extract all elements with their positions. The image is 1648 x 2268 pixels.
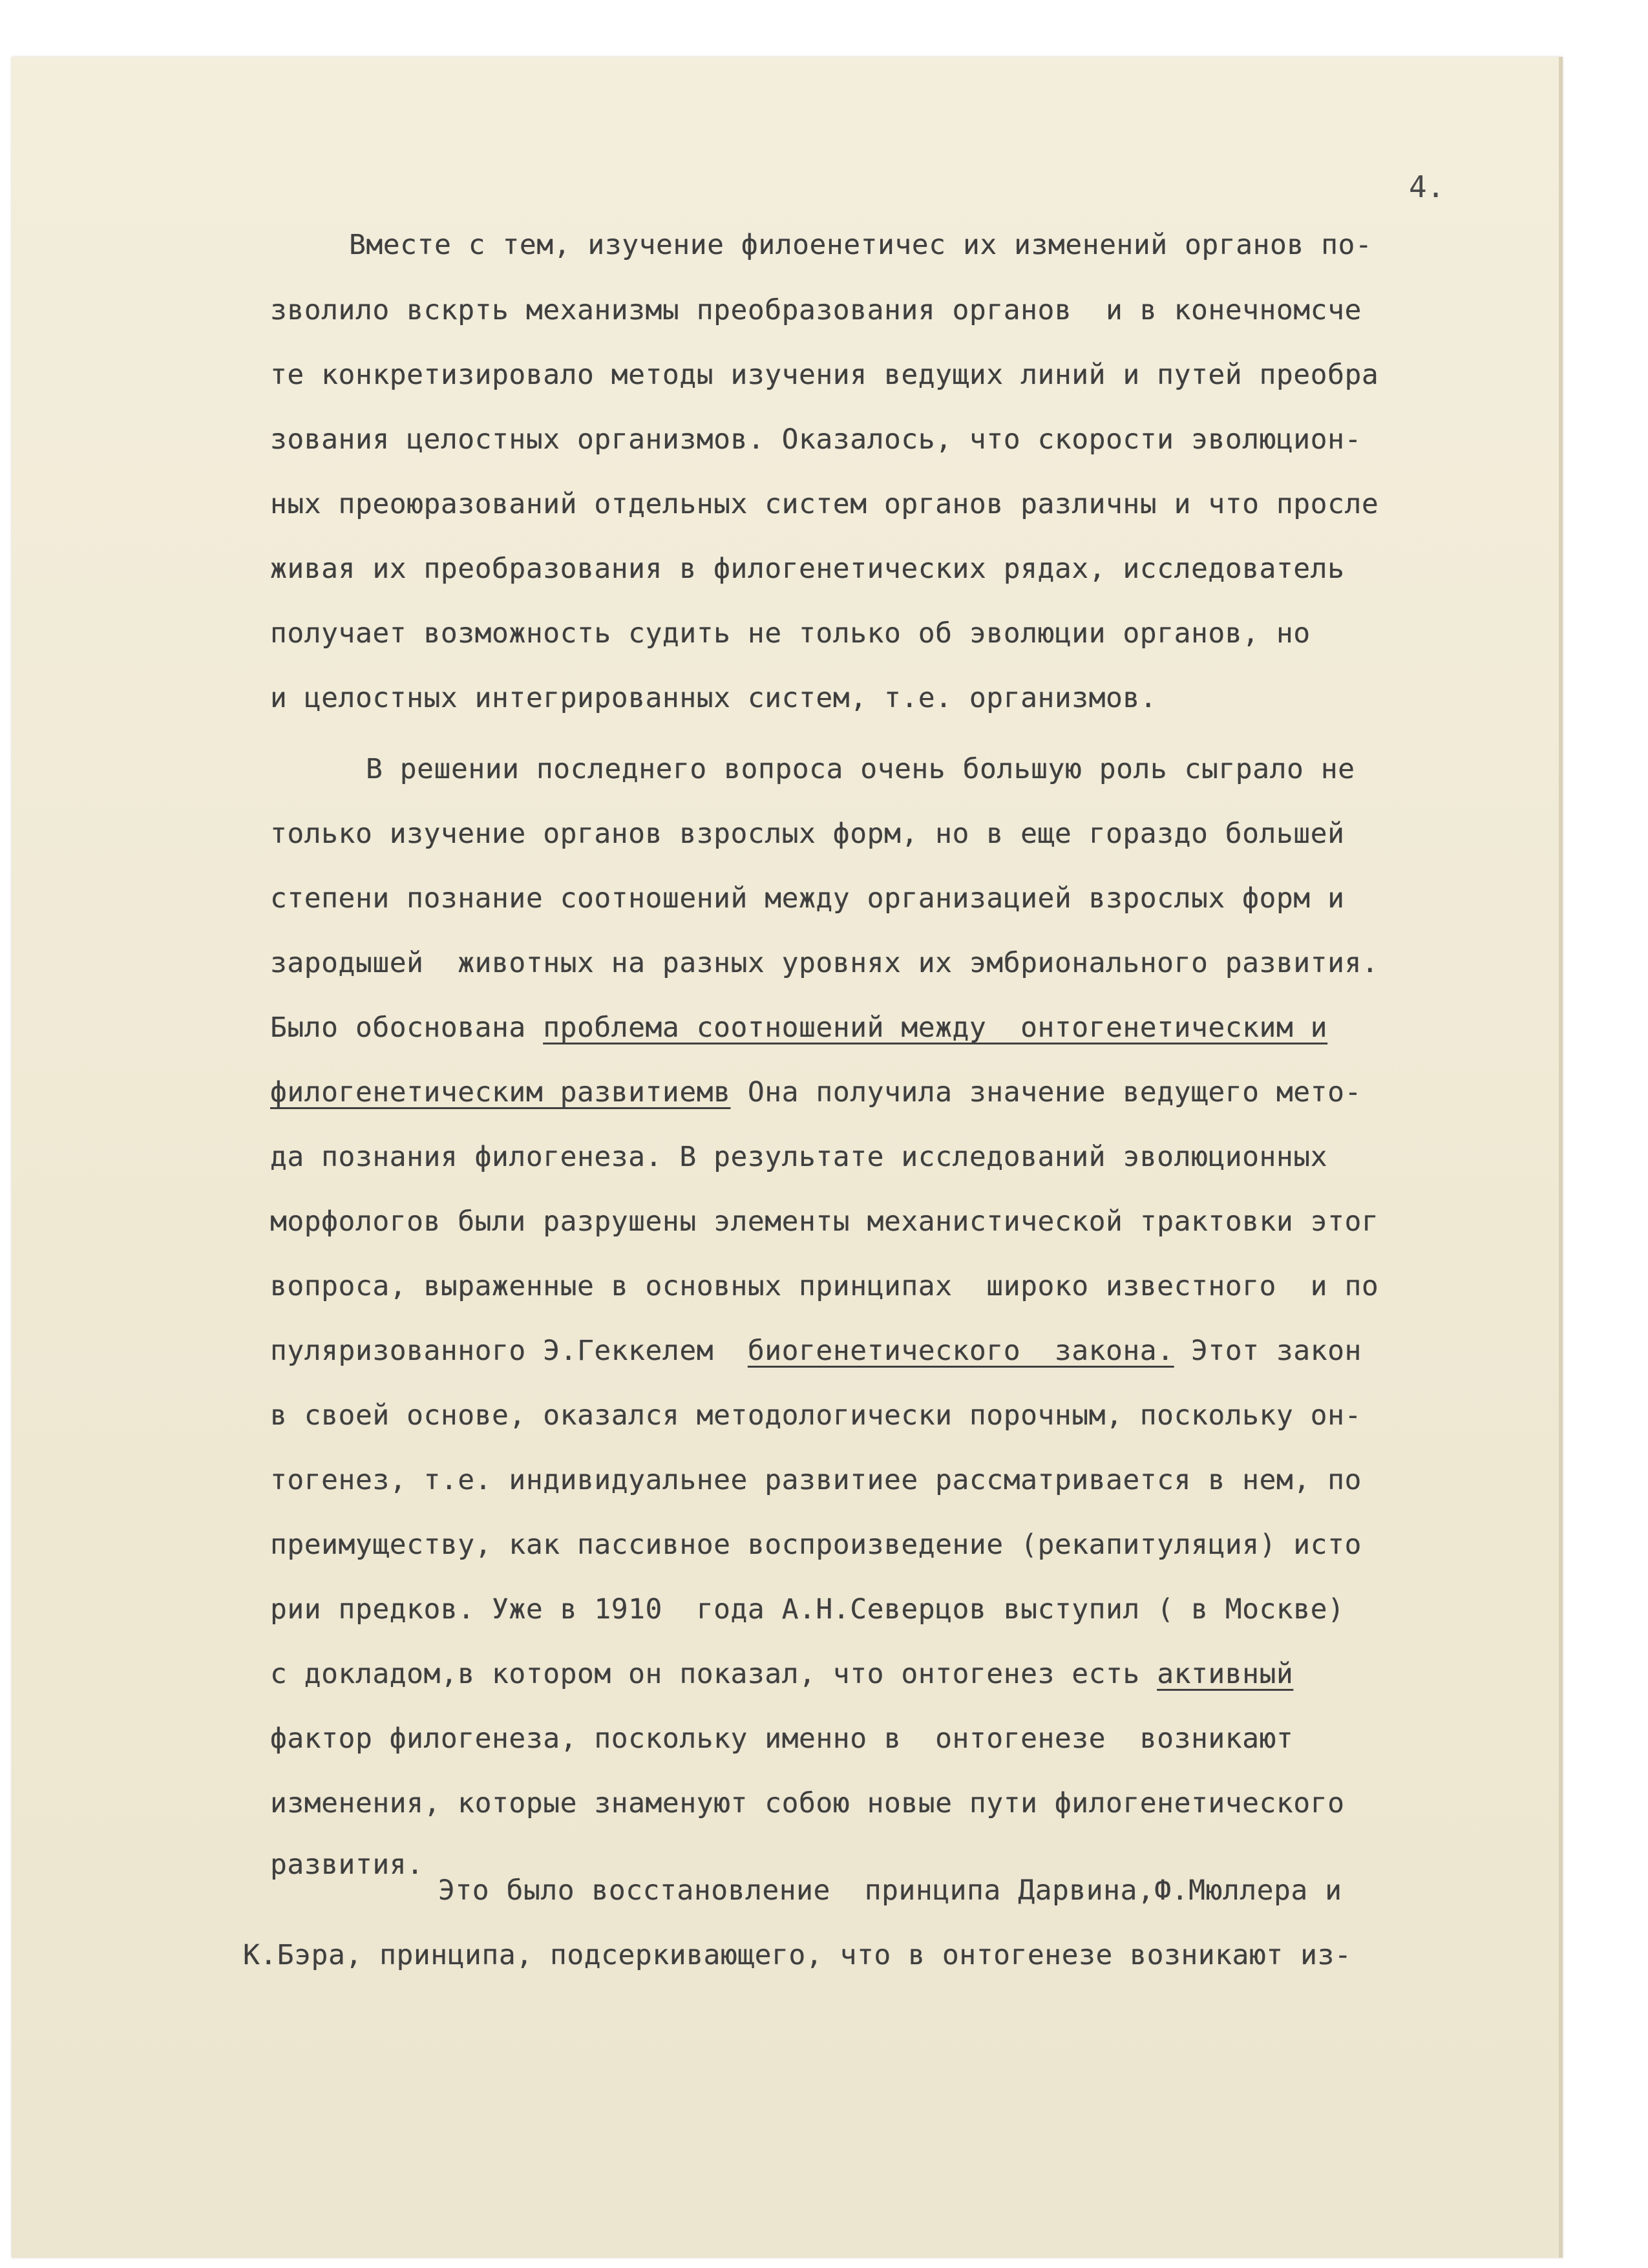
text-line: развития. xyxy=(270,1849,424,1881)
text-line: в своей основе, оказался методологически порочным, поскольку он- xyxy=(270,1399,1362,1432)
underlined-phrase: активный xyxy=(1157,1658,1294,1690)
text-line: изменения, которые знаменуют собою новые пути филогенетического xyxy=(270,1787,1345,1819)
text-line xyxy=(270,1333,1362,1368)
text-line: зования целостных организмов. Оказалось, что скорости эволюцион- xyxy=(270,423,1362,456)
text-line: получает возможность судить не только об эволюции органов, но xyxy=(270,617,1311,650)
text-line: зародышей животных на разных уровнях их эмбрионального развития. xyxy=(270,947,1379,979)
text-line: вопроса, выраженные в основных принципах широко известного и по xyxy=(270,1270,1379,1302)
line-text: Этот закон xyxy=(1174,1335,1362,1367)
line-text: с докладом,в котором он показал, что онтогенез есть xyxy=(270,1658,1157,1690)
underlined-phrase: проблема соотношений между онтогенетическим и xyxy=(543,1012,1328,1044)
underlined-phrase: биогенетического закона. xyxy=(747,1335,1174,1367)
text-line: Вместе с тем, изучение филоенетичес их изменений органов по- xyxy=(349,229,1373,261)
text-line: живая их преобразования в филогенетических рядах, исследователь xyxy=(270,553,1345,585)
text-line: К.Бэра, принципа, подсеркивающего, что в онтогенезе возникают из- xyxy=(243,1939,1352,1971)
text-line: только изучение органов взрослых форм, но в еще гораздо большей xyxy=(270,818,1345,850)
text-line: ных преоюразований отдельных систем органов различны и что просле xyxy=(270,488,1379,520)
text-line: рии предков. Уже в 1910 года А.Н.Северцов выступил ( в Москве) xyxy=(270,1593,1345,1626)
text-line: степени познание соотношений между организацией взрослых форм и xyxy=(270,882,1345,915)
line-text: Было обоснована xyxy=(270,1012,544,1044)
text-line xyxy=(270,1075,1362,1110)
text-line: зволило вскрть механизмы преобразования органов и в конечномсче xyxy=(270,294,1362,326)
text-line: морфологов были разрушены элементы механистической трактовки этог xyxy=(270,1205,1379,1238)
text-line xyxy=(270,1657,1293,1691)
text-line: фактор филогенеза, поскольку именно в онтогенезе возникают xyxy=(270,1722,1294,1755)
line-text: Она получила значение ведущего мето- xyxy=(730,1076,1362,1108)
text-line xyxy=(270,1010,1327,1045)
text-line: те конкретизировало методы изучения ведущих линий и путей преобра xyxy=(270,359,1379,391)
text-line: тогенез, т.е. индивидуальнее развитиее рассматривается в нем, по xyxy=(270,1464,1362,1496)
text-line: преимуществу, как пассивное воспроизведение (рекапитуляция) исто xyxy=(270,1529,1362,1561)
paper-edge xyxy=(1559,57,1563,2258)
underlined-phrase: филогенетическим развитиемв xyxy=(270,1076,731,1108)
text-line: Это было восстановление принципа Дарвина,Ф.Мюллера и xyxy=(438,1874,1342,1907)
text-line: В решении последнего вопроса очень большую роль сыграло не xyxy=(366,753,1355,785)
text-line: и целостных интегрированных систем, т.е. организмов. xyxy=(270,682,1157,714)
text-line: да познания филогенеза. В результате исследований эволюционных xyxy=(270,1141,1328,1173)
page-number: 4. xyxy=(1409,169,1445,204)
line-text: пуляризованного Э.Геккелем xyxy=(270,1335,748,1367)
